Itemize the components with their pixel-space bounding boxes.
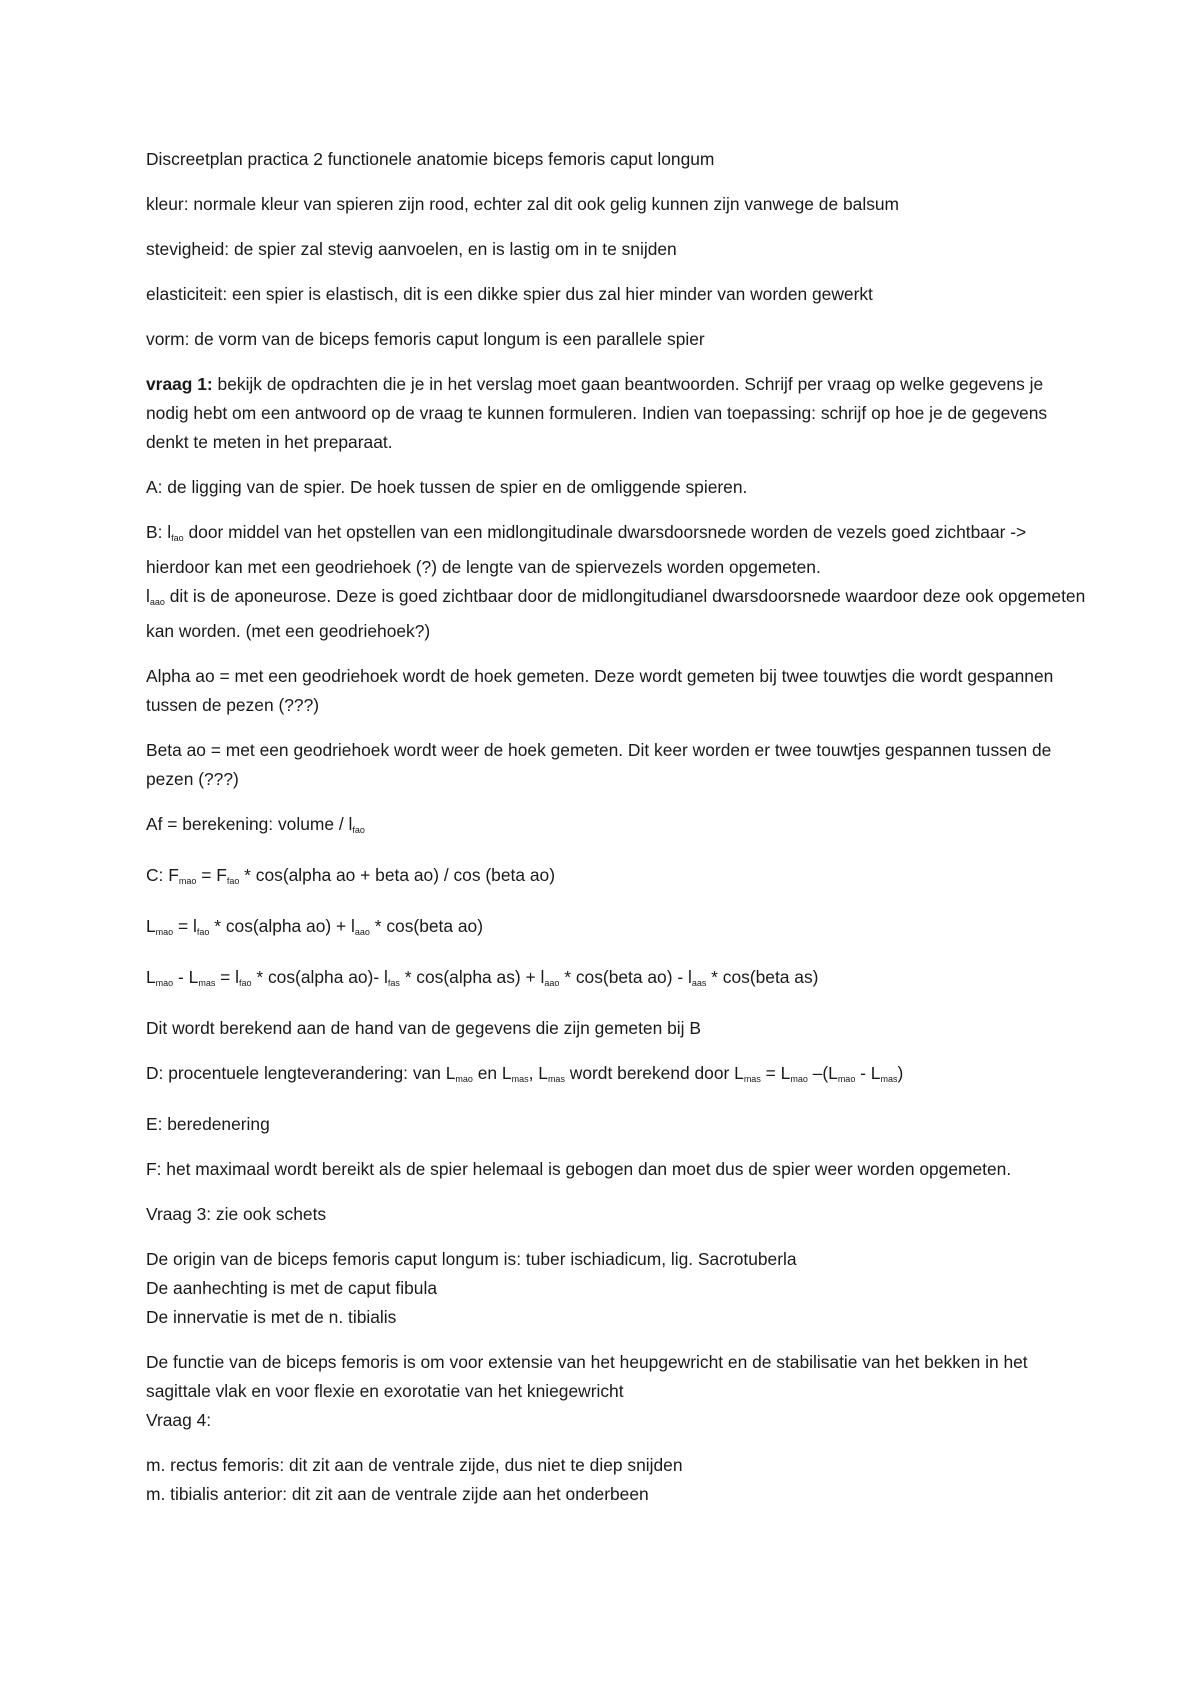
paragraph-tibialis-anterior: m. tibialis anterior: dit zit aan de ventrale zijde aan het onderbeen [146, 1484, 649, 1504]
subscript: mao [837, 1074, 856, 1084]
formula-part: - L [855, 1063, 881, 1083]
paragraph-f: F: het maximaal wordt bereikt als de spier helemaal is gebogen dan moet dus de spier weer worden opgemeten. [146, 1159, 1012, 1179]
af-text: Af = berekening: volume / l [146, 814, 353, 834]
paragraph-vorm: vorm: de vorm van de biceps femoris caput longum is een parallele spier [146, 329, 705, 349]
formula-part: L [146, 916, 156, 936]
subscript: fas [387, 978, 400, 988]
vraag-1-text: bekijk de opdrachten die je in het verslag moet gaan beantwoorden. Schrijf per vraag op welke gegevens je nodig hebt om een antwoord op de vraag te kunnen formuleren. Indien van toepassing: schrijf op hoe je de gegevens denkt te meten in het preparaat. [146, 374, 1048, 452]
formula-part: wordt berekend door L [564, 1063, 744, 1083]
paragraph-alpha: Alpha ao = met een geodriehoek wordt de hoek gemeten. Deze wordt gemeten bij twee touwtjes die wordt gespannen tussen de pezen (???) [146, 666, 1054, 715]
subscript: mas [198, 978, 216, 988]
paragraph-e: E: beredenering [146, 1114, 270, 1134]
subscript: aao [544, 978, 560, 988]
aponeurose-text: dit is de aponeurose. Deze is goed zichtbaar door de midlongitudianel dwarsdoorsnede waardoor deze ook opgemeten kan worden. (met een geodriehoek?) [146, 586, 1086, 641]
paragraph-kleur: kleur: normale kleur van spieren zijn rood, echter zal dit ook gelig kunnen zijn vanwege de balsum [146, 194, 900, 214]
paragraph-b [146, 518, 1086, 646]
formula-part: * cos(alpha ao) + l [209, 916, 355, 936]
formula-part: * cos(beta ao) - l [559, 967, 692, 987]
document-title: Discreetplan practica 2 functionele anatomie biceps femoris caput longum [146, 149, 715, 169]
formula-part: ) [897, 1063, 904, 1083]
paragraph-elasticiteit: elasticiteit: een spier is elastisch, dit is een dikke spier dus zal hier minder van worden gewerkt [146, 284, 873, 304]
document-body [146, 145, 1086, 1509]
subscript: aao [354, 927, 370, 937]
paragraph-dit: Dit wordt berekend aan de hand van de gegevens die zijn gemeten bij B [146, 1018, 701, 1038]
subscript: mas [547, 1074, 565, 1084]
subscript: fao [196, 927, 210, 937]
aponeurose-prefix: l [146, 586, 150, 606]
formula-part: C: F [146, 865, 179, 885]
formula-lmao [146, 912, 1086, 947]
subscript: aas [691, 978, 707, 988]
origin-line: De origin van de biceps femoris caput longum is: tuber ischiadicum, lig. Sacrotuberla [146, 1249, 797, 1269]
paragraph-functie: De functie van de biceps femoris is om voor extensie van het heupgewricht en de stabilisatie van het bekken in het sagittale vlak en voor flexie en exorotatie van het kniegewricht [146, 1352, 1028, 1401]
paragraph-beta: Beta ao = met een geodriehoek wordt weer de hoek gemeten. Dit keer worden er twee touwtjes gespannen tussen de pezen (???) [146, 740, 1052, 789]
formula-part: - L [173, 967, 199, 987]
subscript: mas [743, 1074, 761, 1084]
subscript: mao [155, 927, 174, 937]
subscript: mas [880, 1074, 898, 1084]
subscript: mas [511, 1074, 529, 1084]
subscript: mao [178, 876, 197, 886]
paragraph-af [146, 810, 1086, 845]
subscript: fao [226, 876, 240, 886]
formula-part: * cos(alpha as) + l [399, 967, 545, 987]
paragraph-a: A: de ligging van de spier. De hoek tussen de spier en de omliggende spieren. [146, 477, 748, 497]
formula-part: * cos(alpha ao + beta ao) / cos (beta ao) [239, 865, 555, 885]
formula-difference [146, 963, 1086, 998]
subscript: mao [455, 1074, 473, 1084]
paragraph-stevigheid: stevigheid: de spier zal stevig aanvoelen, en is lastig om in te snijden [146, 239, 677, 259]
formula-c [146, 861, 1086, 896]
subscript: aao [149, 597, 165, 607]
formula-part: * cos(beta as) [706, 967, 819, 987]
formula-part: * cos(alpha ao)- l [251, 967, 388, 987]
formula-part: D: procentuele lengteverandering: van L [146, 1063, 456, 1083]
paragraph-origin-block [146, 1245, 1086, 1332]
formula-part: * cos(beta ao) [369, 916, 484, 936]
formula-part: L [146, 967, 156, 987]
paragraph-vraag-3: Vraag 3: zie ook schets [146, 1204, 327, 1224]
formula-part: = l [215, 967, 240, 987]
formula-part: = l [173, 916, 197, 936]
subscript: fao [239, 978, 252, 988]
paragraph-vraag-4: Vraag 4: [146, 1410, 212, 1430]
vraag-1-label: vraag 1: [146, 374, 213, 394]
aanhechting-line: De aanhechting is met de caput fibula [146, 1278, 437, 1298]
formula-part: , L [528, 1063, 548, 1083]
paragraph-vraag-1 [146, 370, 1086, 457]
subscript: fao [171, 533, 184, 543]
formula-part: en L [472, 1063, 512, 1083]
subscript: mao [155, 978, 174, 988]
formula-part: –(L [807, 1063, 838, 1083]
formula-part: = F [196, 865, 227, 885]
paragraph-rectus-femoris: m. rectus femoris: dit zit aan de ventrale zijde, dus niet te diep snijden [146, 1455, 683, 1475]
formula-part: = L [760, 1063, 791, 1083]
b-prefix: B: l [146, 522, 172, 542]
innervatie-line: De innervatie is met de n. tibialis [146, 1307, 397, 1327]
subscript: mao [790, 1074, 808, 1084]
b-text: door middel van het opstellen van een midlongitudinale dwarsdoorsnede worden de vezels goed zichtbaar -> hierdoor kan met een geodriehoek (?) de lengte van de spiervezels worden opgemeten. [146, 522, 1027, 577]
paragraph-d [146, 1059, 1086, 1094]
subscript: fao [352, 825, 365, 835]
